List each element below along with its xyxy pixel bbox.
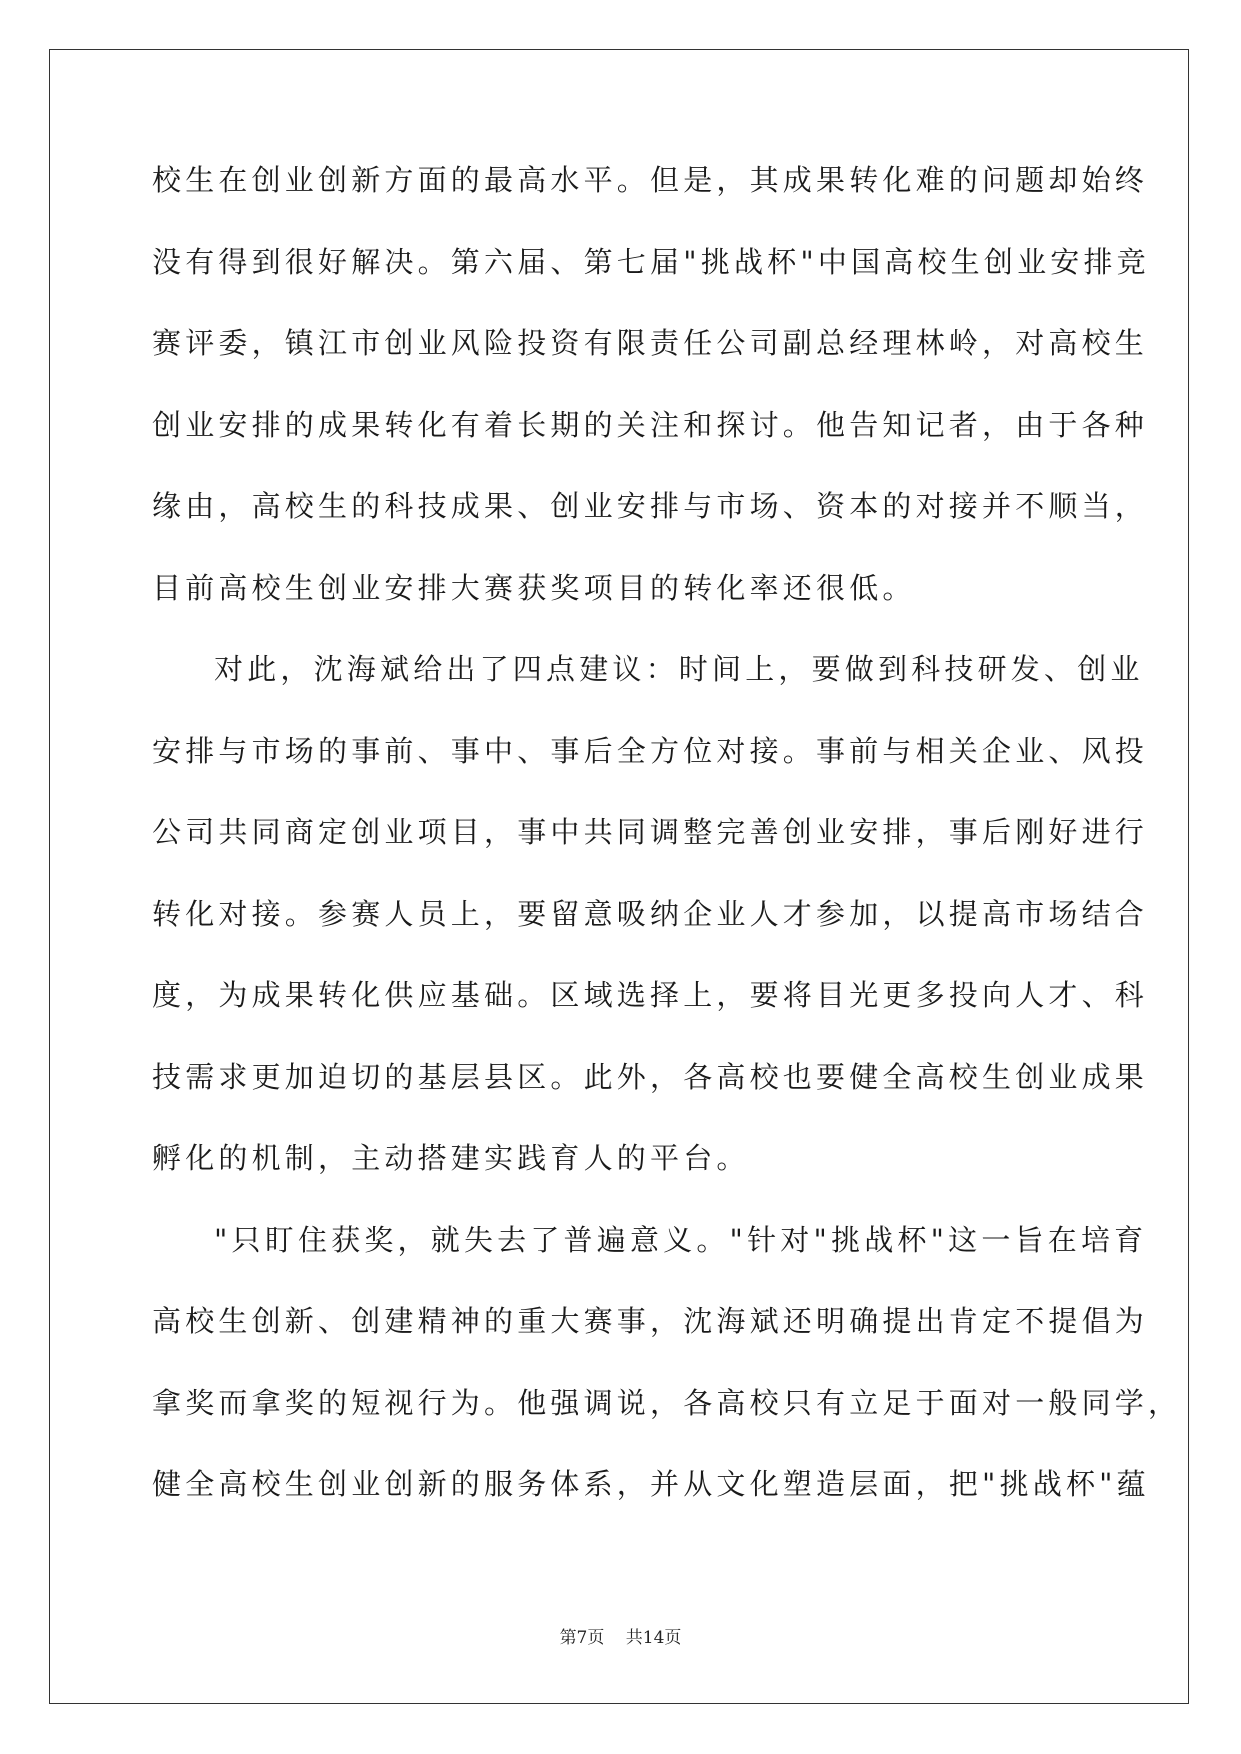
text-line: 度，为成果转化供应基础。区域选择上，要将目光更多投向人才、科 <box>152 978 1149 1012</box>
text-line: 公司共同商定创业项目，事中共同调整完善创业安排，事后刚好进行 <box>152 815 1149 849</box>
text-line: 校生在创业创新方面的最高水平。但是，其成果转化难的问题却始终 <box>152 163 1149 197</box>
paragraph-first-line: "只盯住获奖，就失去了普遍意义。"针对"挑战杯"这一旨在培育 <box>214 1222 1148 1257</box>
paragraph-first-line: 对此，沈海斌给出了四点建议：时间上，要做到科技研发、创业 <box>214 652 1144 686</box>
text-line: 高校生创新、创建精神的重大赛事，沈海斌还明确提出肯定不提倡为 <box>152 1304 1149 1338</box>
text-line: 没有得到很好解决。第六届、第七届"挑战杯"中国高校生创业安排竞 <box>152 244 1150 279</box>
page-number: 第7页 <box>559 1628 605 1648</box>
text-line: 健全高校生创业创新的服务体系，并从文化塑造层面，把"挑战杯"蕴 <box>152 1467 1150 1501</box>
text-line: 创业安排的成果转化有着长期的关注和探讨。他告知记者，由于各种 <box>152 407 1149 442</box>
page-footer <box>0 1623 1241 1648</box>
text-line: 安排与市场的事前、事中、事后全方位对接。事前与相关企业、风投 <box>152 733 1149 768</box>
text-line: 孵化的机制，主动搭建实践育人的平台。 <box>152 1141 750 1175</box>
text-line: 缘由，高校生的科技成果、创业安排与市场、资本的对接并不顺当， <box>152 489 1149 523</box>
page-total: 共14页 <box>625 1628 682 1648</box>
text-line: 目前高校生创业安排大赛获奖项目的转化率还很低。 <box>152 570 916 605</box>
document-body <box>152 162 1182 1548</box>
text-line: 转化对接。参赛人员上，要留意吸纳企业人才参加，以提高市场结合 <box>152 896 1149 931</box>
text-line: 拿奖而拿奖的短视行为。他强调说，各高校只有立足于面对一般同学， <box>152 1385 1182 1420</box>
text-line: 技需求更加迫切的基层县区。此外，各高校也要健全高校生创业成果 <box>152 1059 1149 1094</box>
text-line: 赛评委，镇江市创业风险投资有限责任公司副总经理林岭，对高校生 <box>152 326 1149 360</box>
